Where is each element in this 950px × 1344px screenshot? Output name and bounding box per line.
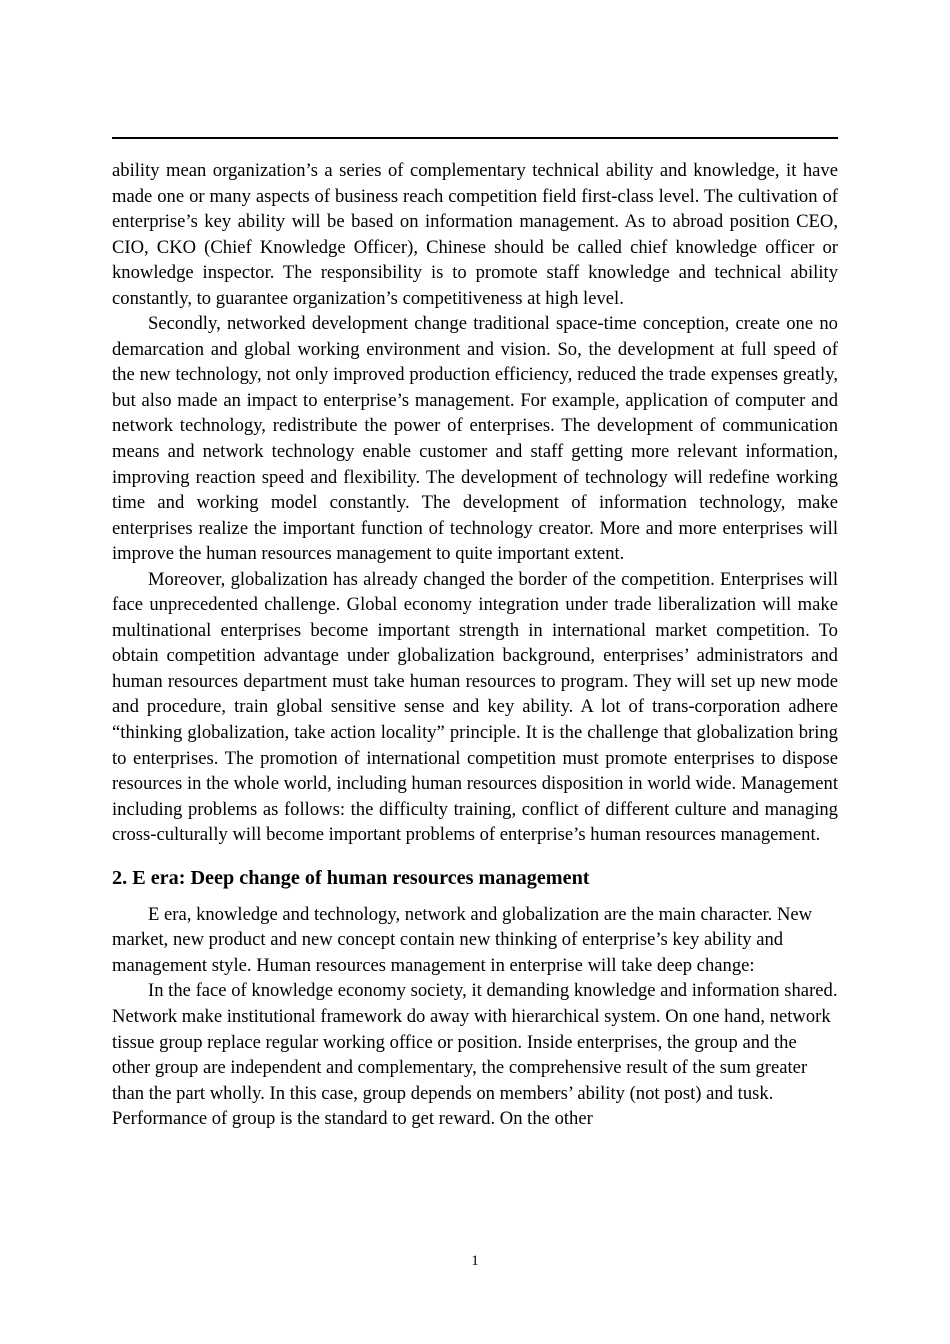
paragraph-moreover: Moreover, globalization has already changed the border of the competition. Enterprises will face unprecedented challenge. Global economy integration under trade liberalization will make multinational enterprises become important strength in international market competition. To obtain competition advantage under globalization background, enterprises’ administrators and human resources department must take human resources to program. They will set up new mode and procedure, train global sensitive sense and key ability. A lot of trans-corporation adhere “thinking globalization, take action locality” principle. It is the challenge that globalization bring to enterprises. The promotion of international competition must promote enterprises to dispose resources in the whole world, including human resources disposition in world wide. Management including problems as follows: the difficulty training, conflict of different culture and managing cross-culturally will become important problems of enterprise’s human resources management. — [112, 568, 838, 846]
paragraph-knowledge-economy: In the face of knowledge economy society, it demanding knowledge and information shared. Network make institutional framework do away with hierarchical system. On one hand, network tissue group replace regular working office or position. Inside enterprises, the group and the other group are independent and complementary, the comprehensive result of the sum greater than the part wholly. In this case, group depends on members’ ability (not post) and tusk. Performance of group is the standard to get reward. On the other — [112, 980, 838, 1130]
page-content — [112, 158, 838, 1132]
page-number-footer: 1 — [471, 1253, 479, 1269]
paragraph-secondly: Secondly, networked development change traditional space-time conception, create one no demarcation and global working environment and vision. So, the development at full speed of the new technology, not only improved production efficiency, reduced the trade expenses greatly, but also made an impact to enterprise’s management. For example, application of computer and network technology, redistribute the power of enterprises. The development of communication means and network technology enable customer and staff getting more relevant information, improving reaction speed and flexibility. The development of technology will redefine working time and working model constantly. The development of information technology, make enterprises realize the important function of technology creator. More and more enterprises will improve the human resources management to quite important extent. — [112, 313, 838, 565]
section-heading-2: 2. E era: Deep change of human resources management — [112, 866, 590, 889]
header-rule-divider — [112, 137, 838, 139]
paragraph-e-era: E era, knowledge and technology, network and globalization are the main character. New market, new product and new concept contain new thinking of enterprise’s key ability and management style. Human resources management in enterprise will take deep change: — [112, 903, 813, 976]
paragraph-continuation: ability mean organization’s a series of complementary technical ability and knowledge, it have made one or many aspects of business reach competition field first-class level. The cultivation of enterprise’s key ability will be based on information management. As to abroad position CEO, CIO, CKO (Chief Knowledge Officer), Chinese should be called chief knowledge officer or knowledge inspector. The responsibility is to promote staff knowledge and technical ability constantly, to guarantee organization’s competitiveness at high level. — [112, 160, 838, 309]
